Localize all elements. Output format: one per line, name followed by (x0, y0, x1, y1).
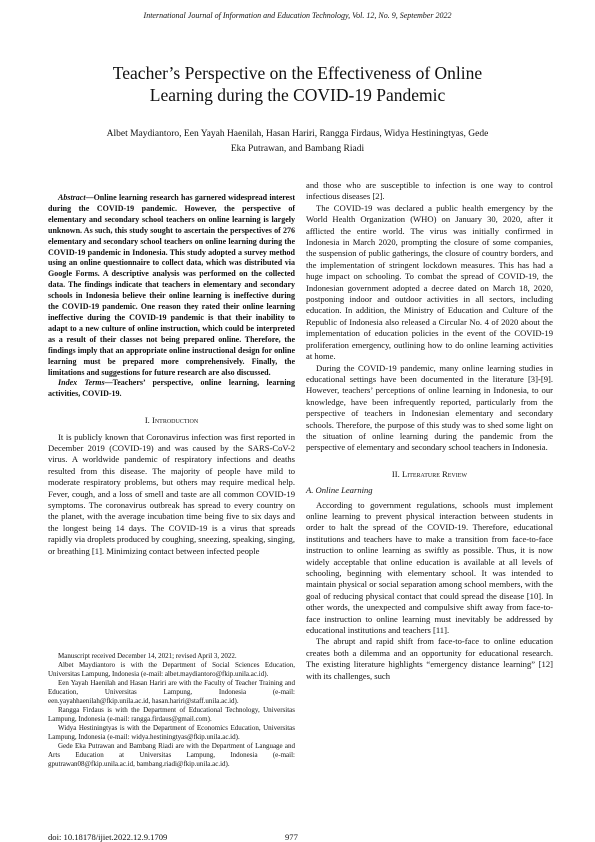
body-paragraph: The COVID-19 was declared a public health emergency by the World Health Organization (WHO) on January 30, 2020, after it afflicted the entire world. The virus was initially confirmed in Indonesia in March 2020, prompting the closure of some companies, the suspension of public gatherings, the closure of country borders, and the implementation of stringent lockdown measures. This has had a huge impact on schooling. To combat the spread of COVID-19, the Indonesian government adopted a decree dated on March 18, 2020, postponing indoor and outdoor activities in all sectors, including education. In addition, the Ministry of Education and Culture of the Republic of Indonesia also released a Circular No. 4 of 2020 about the implementation of education policies in the event of the COVID-19 proliferation emergency, outlining how to do online learning activities at home. (306, 202, 553, 362)
index-terms-text: —Teachers’ perspective, online learning, learning activities, COVID-19. (48, 378, 296, 399)
page-number: 977 (285, 832, 298, 842)
index-terms-lead: Index Terms (58, 378, 105, 388)
index-terms (48, 378, 295, 400)
abstract-lead: Abstract (58, 193, 86, 202)
author-list-line-1: Albet Maydiantoro, Een Yayah Haenilah, Hasan Hariri, Rangga Firdaus, Widya Hestiningtyas, Gede (106, 129, 489, 139)
online-learning-heading: A. Online Learning (306, 485, 373, 496)
introduction-heading: I. Introduction (144, 415, 199, 426)
author-list (60, 127, 535, 157)
author-footnotes (48, 652, 295, 769)
right-column (306, 180, 553, 682)
footnote-author: Een Yayah Haenilah and Hasan Hariri are with the Faculty of Teacher Training and Education, Universitas Lampung, Indonesia (e-mail: een.yayahhaenilah@fkip.unila.ac.id, hasan.hariri@staff.unila.ac.id). (48, 679, 295, 705)
footnote-author: Gede Eka Putrawan and Bambang Riadi are with the Department of Language and Arts Education at Universitas Lampung, Indonesia (e-mail: gputrawan08@fkip.unila.ac.id, bambang.riadi@fkip.unila.ac.id). (48, 742, 295, 768)
body-paragraph: The abrupt and rapid shift from face-to-face to online education creates both a dilemma and an opportunity for educational research. The existing literature highlights “emergency distance learning” [12] with its challenges, such (306, 636, 553, 681)
paper-title-line-2: Learning during the COVID-19 Pandemic (149, 85, 446, 105)
footnote-manuscript: Manuscript received December 14, 2021; revised April 3, 2022. (58, 652, 237, 660)
body-paragraph: According to government regulations, schools must implement online learning to prevent physical interaction between students in order to halt the spread of the COVID-19. Therefore, educational institutions and teachers have to make a transition from face-to-face instruction to online learning as swiftly as possible. Thus, it is now widely acceptable that online education is available at all levels of schooling, beginning with elementary school. It was intended to maintain physical or social separation among school members, with the goal of reducing physical contact that could spread the disease [10]. In other words, the unexpected and compulsive shift away from face-to-face instruction to online learning must inevitably be addressed by educational institutions and teachers [11]. (306, 499, 553, 636)
abstract (48, 193, 295, 378)
paper-title (40, 62, 555, 106)
introduction-paragraph: It is publicly known that Coronavirus infection was first reported in December 2019 (COVID-19) and was caused by the SARS-CoV-2 virus. A worldwide pandemic of respiratory infections and deaths resulted from this disease. The majority of people have mild to moderate respiratory problems, but others may require medical help. Fever, cough, and a loss of smell and taste are all common COVID-19 symptoms. The coronavirus outbreak has spread to every country on the planet, with the average incubation time being five to six days and the longest being 14 days. The COVID-19 is a virus that spreads rapidly via droplets produced by coughing, sneezing, speaking, singing, or breathing [1]. Minimizing contact between infected people (48, 431, 295, 556)
doi: doi: 10.18178/ijiet.2022.12.9.1709 (48, 832, 168, 842)
body-paragraph: and those who are susceptible to infection is one way to control infectious diseases [2]. (306, 180, 553, 202)
body-paragraph: During the COVID-19 pandemic, many online learning studies in educational settings have been documented in the literature [3]-[9]. However, teachers’ perceptions of online learning in Indonesia, to our knowledge, have been infrequently reported, particularly from the perspective of teachers in Indonesian elementary and secondary schools. Therefore, the purpose of this study was to shed some light on the situation of online learning during the pandemic from the perspective of elementary and secondary school teachers in Indonesia. (306, 362, 553, 453)
footnote-author: Widya Hestiningtyas is with the Department of Economics Education, Universitas Lampung, Indonesia (e-mail: widya.hestiningtyas@fkip.unila.ac.id). (48, 724, 295, 741)
footnote-author: Rangga Firdaus is with the Department of Educational Technology, Universitas Lampung, Indonesia (e-mail: rangga.firdaus@gmail.com). (48, 706, 295, 723)
paper-title-line-1: Teacher’s Perspective on the Effectiveness of Online (112, 63, 483, 83)
left-column (48, 193, 295, 557)
footnote-author: Albet Maydiantoro is with the Department of Social Sciences Education, Universitas Lampung, Indonesia (e-mail: albet.maydiantoro@fkip.unila.ac.id). (48, 661, 295, 678)
literature-review-heading: II. Literature Review (391, 468, 468, 479)
author-list-line-2: Eka Putrawan, and Bambang Riadi (230, 144, 365, 154)
journal-header: International Journal of Information and Education Technology, Vol. 12, No. 9, September 2022 (143, 11, 452, 20)
abstract-text: —Online learning research has garnered widespread interest during the COVID-19 pandemic. However, the perspective of elementary and secondary school teachers on online learning is largely unknown. As such, this study sought to ascertain the perspectives of 276 elementary and secondary school teachers on online learning during the COVID-19 pandemic in Indonesia. This study adopted a survey method using an online questionnaire to collect data, which was distributed via Google Forms. A descriptive analysis was performed on the collected data. The findings indicate that teachers in elementary and secondary schools in Indonesia believe their online learning is ineffective during the COVID-19 pandemic. One reason they rated their online learning ineffective during the COVID-19 pandemic is that their inability to adapt to a new culture of online instruction, which could be interpreted as a result of their classes not being prepared online. Therefore, the findings imply that an appropriate online instructional design for online learning must be prepared more comprehensively. Finally, the limitations and suggestions for future research are also discussed. (48, 193, 295, 377)
